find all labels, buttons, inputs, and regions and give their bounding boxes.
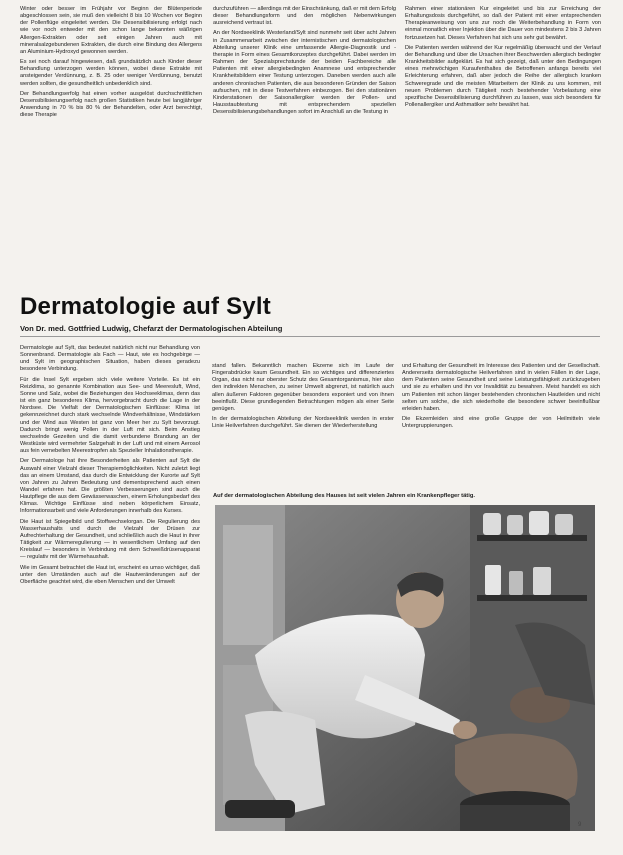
paragraph: stand fallen. Bekanntlich machen Ekzeme sich im Laufe der Fingerabdrücke kaum Gesundheit. Ein so wichtiges und differenziertes Organ, das nicht nur oberster Schutz des Gesamtorganismus, hier also den indirekten Menschen, zu seiner Umwelt abgrenzt, ist natürlich auch allen äußeren Faktoren gegenüber besonders exponiert und von ihnen beeinflußt. Diese grundlegenden Betrachtungen mögen als einer Seite genügen. — [212, 363, 394, 412]
body-column-1 — [20, 345, 200, 589]
paragraph: Für die Insel Sylt ergeben sich viele weitere Vorteile. Es ist ein Reizklima, so genannte Kombination aus See- und Meeresluft, Wind, Sonne und Salz, wobei die Beziehungen des Hochseeklimas, denn das ist ein ganz besonderes Klima, hervorgebracht durch die Lage in der Nordsee. Die Vielfalt der Dermatologischen Einflüsse: Klima ist gekennzeichnet durch stark wechselnde Windverhältnisse, Windstärken und der Wind aus Westen ist ganz von Meer her zu Sylt bevorzugt. Dadurch bringt wenig Pollen in der Luft mit sich. Beim Anstieg wechselnde Gezeiten und die damit verbundene Brandung an der Westküste wird vermehrter Salzgehalt in der Luft und mit einem Aerosol aus fein vernebelten Meerestropfen als Spezieller Inhalationstherapie. — [20, 376, 200, 455]
paragraph: Es sei noch darauf hingewiesen, daß grundsätzlich auch Kinder dieser Behandlung unterzogen werden können, wobei diese Extrakte mit ansteigender Verdünnung, z. B. 25 oder weniger Verdünnung, benutzt werden sollten, die gesundheitlich unbedenklich sind. — [20, 59, 202, 87]
photo-illustration — [215, 505, 595, 831]
paragraph: durchzuführen — allerdings mit der Einschränkung, daß er mit dem Erfolg dieser Behandlungsform und den möglichen Nebenwirkungen ausreichend vertraut ist. — [213, 6, 396, 27]
paragraph: Der Dermatologe hat ihre Besonderheiten als Patienten auf Sylt die Auswahl einer Vielzahl dieser Therapiemöglichkeiten. Nicht zuletzt liegt das an einem Umstand, das durch die Entwicklung der Kurorte auf Sylt von Jahren zu Jahren Bedeutung und dementsprechend auch einen Wandel erfahren hat. Die größten Verbesserungen sind auch die Hautpflege die aus dem Gewässerwaschen, einem Erholungsbedarf des Klimas. Wichtige Einflüsse sind neben körperlichem Einsatz, Informationsarbeit und viele Anforderungen innerhalb des Kurses. — [20, 458, 200, 515]
paragraph: Der Behandlungserfolg hat einen vorher ausgelöst durchschnittlichen Desensibilisierungserfolg nach großen Statistiken heute bei langjähriger Anwendung in 70 % bis 80 % der Behandelten, oder Arzt berechtigt, diese Therapie — [20, 90, 202, 119]
paragraph: Die Haut ist Spiegelbild und Stoffwechselorgan. Die Regulierung des Wasserhaushalts und durch die Vielzahl der Drüsen zur Aufrechterhaltung der Gesundheit, und schließlich auch die Haut in ihrer Tätigkeit zur Wärmeregulierung — in wesentlichem Umfang auf den Kreislauf — besonders in Verbindung mit dem Schweißdrüsenapparat — regulativ mit der Wärmehaushalt. — [20, 518, 200, 561]
article-photo — [215, 505, 595, 831]
top-column-2 — [213, 6, 396, 119]
article-headline: Dermatologie auf Sylt — [20, 293, 271, 320]
paragraph: Wie im Gesamt betrachtet die Haut ist, erscheint es umso wichtiger, daß unter den Umständen auch auf die Hautveränderungen auf der Oberfläche geachtet wird, die eben Menschen und der Umwelt — [20, 564, 200, 585]
paragraph: Die Ekzemleiden sind eine große Gruppe der von Heilmitteln viele Untergruppierungen. — [402, 416, 600, 430]
body-column-2 — [212, 363, 394, 433]
paragraph: Dermatologie auf Sylt, das bedeutet natürlich nicht nur Behandlung von Sonnenbrand. Dermatologie als Fach — Haut, wie es hochgebirge — und Sylt im geographischen Situation, haben dieses geradezu besondere Verbindung. — [20, 345, 200, 373]
paragraph: Rahmen einer stationären Kur eingeleitet und bis zur Erreichung der Erhaltungsdosis durchgeführt, so daß der Patient mit einer entsprechenden Therapieanweisung von uns zur noch die Weiterbehandlung in Form von einmal monatlich einer Injektion über die Dauer von mindestens 2 bis 3 Jahren fortzusetzen hat. Dieses Verfahren hat sich uns sehr gut bewährt. — [405, 6, 601, 41]
page-number: 9 — [578, 822, 582, 828]
paragraph: An der Nordseeklinik Westerland/Sylt sind nunmehr seit über acht Jahren in Zusammenarbeit zwischen der internistischen und dermatologischen Abteilung unserer Klinik eine umfassende Allergie-Diagnostik und -therapie in Form eines Gesamtkonzeptes durchgeführt. Dabei werden im Rahmen der Spezialsprechstunde der beiden Fachbereiche alle Patienten mit einer allergiebedingten Anamnese und entsprechender Krankheitsbildern einer Testung unterzogen. Daneben werden auch alle anderen chronischen Patienten, die aus besonderen Gründen der Saison aufsuchen, mit in diese Testverfahren einbezogen. Bei den stationären Kinderstationen der Saisonallergiker werden der Pollen- und Hausstaubtestung mit entsprechendem speziellen Desensibilisierungsbehandlungen sofort im Anschluß an die Testung in — [213, 30, 396, 116]
paragraph: In der dermatologischen Abteilung der Nordseeklinik werden in erster Linie Heilverfahren durchgeführt. Sie dienen der Wiederherstellung — [212, 416, 394, 430]
article-byline: Von Dr. med. Gottfried Ludwig, Chefarzt der Dermatologischen Abteilung — [20, 324, 283, 333]
divider — [20, 336, 600, 337]
paragraph: Winter oder besser im Frühjahr vor Beginn der Blütenperiode abgeschlossen sein, sie muß den vielleicht 8 bis 10 Wochen vor Beginn der Pollenflüge eingeleitet werden. Die Desensibilisierung erfolgt nach wie vor noch entweder mit den schon lange bekannten wäßrigen Allergen-Extrakten oder seit einigen Jahren auch mit mineralsalzgebundenen Extrakten, die durch eine Bindung des Allergens an Aluminium-Hydroxyd gewonnen werden. — [20, 6, 202, 55]
paragraph: und Erhaltung der Gesundheit im Interesse des Patienten und der Gesellschaft. Andererseits dermatologische Heilverfahren sind in vielen Fällen in der Lage, dem Patienten seine Gesundheit und seine Leistungsfähigkeit zurückzugeben und sie zu erhalten und ihn vor Invalidität zu bewahren. Meist handelt es sich um Patienten mit schon länger bestehenden chronischen Hautleiden und nicht selten um solche, die sich wiederholte die besondere schwer beeinflußbar erleiden haben. — [402, 363, 600, 412]
top-column-1 — [20, 6, 202, 122]
body-column-3 — [402, 363, 600, 433]
photo-caption: Auf der dermatologischen Abteilung des Hauses ist seit vielen Jahren ein Krankenpfleger tätig. — [213, 493, 475, 499]
top-column-3 — [405, 6, 601, 112]
paragraph: Die Patienten werden während der Kur regelmäßig überwacht und der Verlauf der Behandlung und über die Ursachen ihrer Beschwerden allergisch bedingter Krankheitsbilder aufgeklärt. Es hat sich gezeigt, daß unter den Bedingungen eines mehrwöchigen Kuraufenthaltes die Betroffenen anfangs bereits viel Erleichterung erfahren, daß aber jedoch die Reihe der allergisch kranken Schweregrade und die meisten Mitarbeitern der Klinik zu uns kommen, mit neuen Problemen durch Tätigkeit noch bestehender Vorbelastung eine spezifische Desensibilisierung durchführen zu lassen, was sich besonders für Pollenallergiker und Asthmatiker sehr bewährt hat. — [405, 44, 601, 109]
